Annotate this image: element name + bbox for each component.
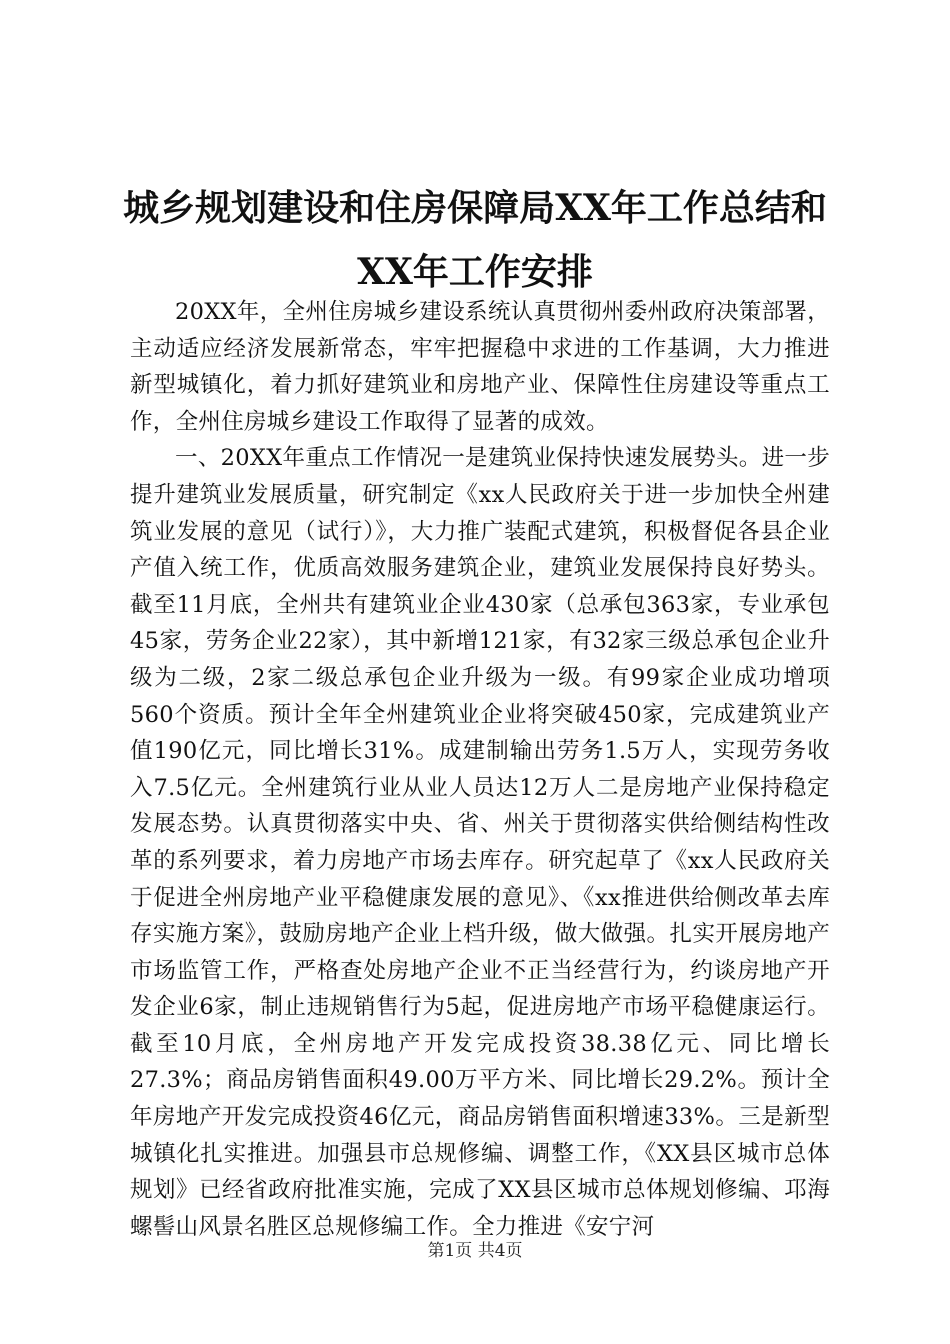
paragraph-section-1: 一、20XX年重点工作情况一是建筑业保持快速发展势头。进一步提升建筑业发展质量，研究制定《xx人民政府关于进一步加快全州建筑业发展的意见（试行）》，大力推广装配式建筑，积极督促各县企业产值入统工作，优质高效服务建筑企业，建筑业发展保持良好势头。截至11月底，全州共有建筑业企业430家（总承包363家，专业承包45家，劳务企业22家），其中新增121家，有32家三级总承包企业升级为二级，2家二级总承包企业升级为一级。有99家企业成功增项560个资质。预计全年全州建筑业企业将突破450家，完成建筑业产值190亿元，同比增长31%。成建制输出劳务1.5万人，实现劳务收入7.5亿元。全州建筑行业从业人员达12万人二是房地产业保持稳定发展态势。认真贯彻落实中央、省、州关于贯彻落实供给侧结构性改革的系列要求，着力房地产市场去库存。研究起草了《xx人民政府关于促进全州房地产业平稳健康发展的意见》、《xx推进供给侧改革去库存实施方案》，鼓励房地产企业上档升级，做大做强。扎实开展房地产市场监管工作，严格查处房地产企业不正当经营行为，约谈房地产开发企业6家，制止违规销售行为5起，促进房地产市场平稳健康运行。截至10月底，全州房地产开发完成投资38.38亿元、同比增长27.3%；商品房销售面积49.00万平方米、同比增长29.2%。预计全年房地产开发完成投资46亿元，商品房销售面积增速33%。三是新型城镇化扎实推进。加强县市总规修编、调整工作，《XX县区城市总体规划》已经省政府批准实施，完成了XX县区城市总体规划修编、邛海螺髻山风景名胜区总规修编工作。全力推进《安宁河 (130, 445, 830, 1240)
document-title-line-1: 城乡规划建设和住房保障局XX年工作总结和 (123, 187, 827, 229)
paragraph-intro: 20XX年，全州住房城乡建设系统认真贯彻州委州政府决策部署，主动适应经济发展新常态，牢牢把握稳中求进的工作基调，大力推进新型城镇化，着力抓好建筑业和房地产业、保障性住房建设等重点工作，全州住房城乡建设工作取得了显著的成效。 (130, 299, 830, 435)
page-number: 第1页 共4页 (427, 1241, 523, 1261)
document-title-line-2: XX年工作安排 (357, 251, 593, 293)
document-body (130, 294, 830, 1245)
